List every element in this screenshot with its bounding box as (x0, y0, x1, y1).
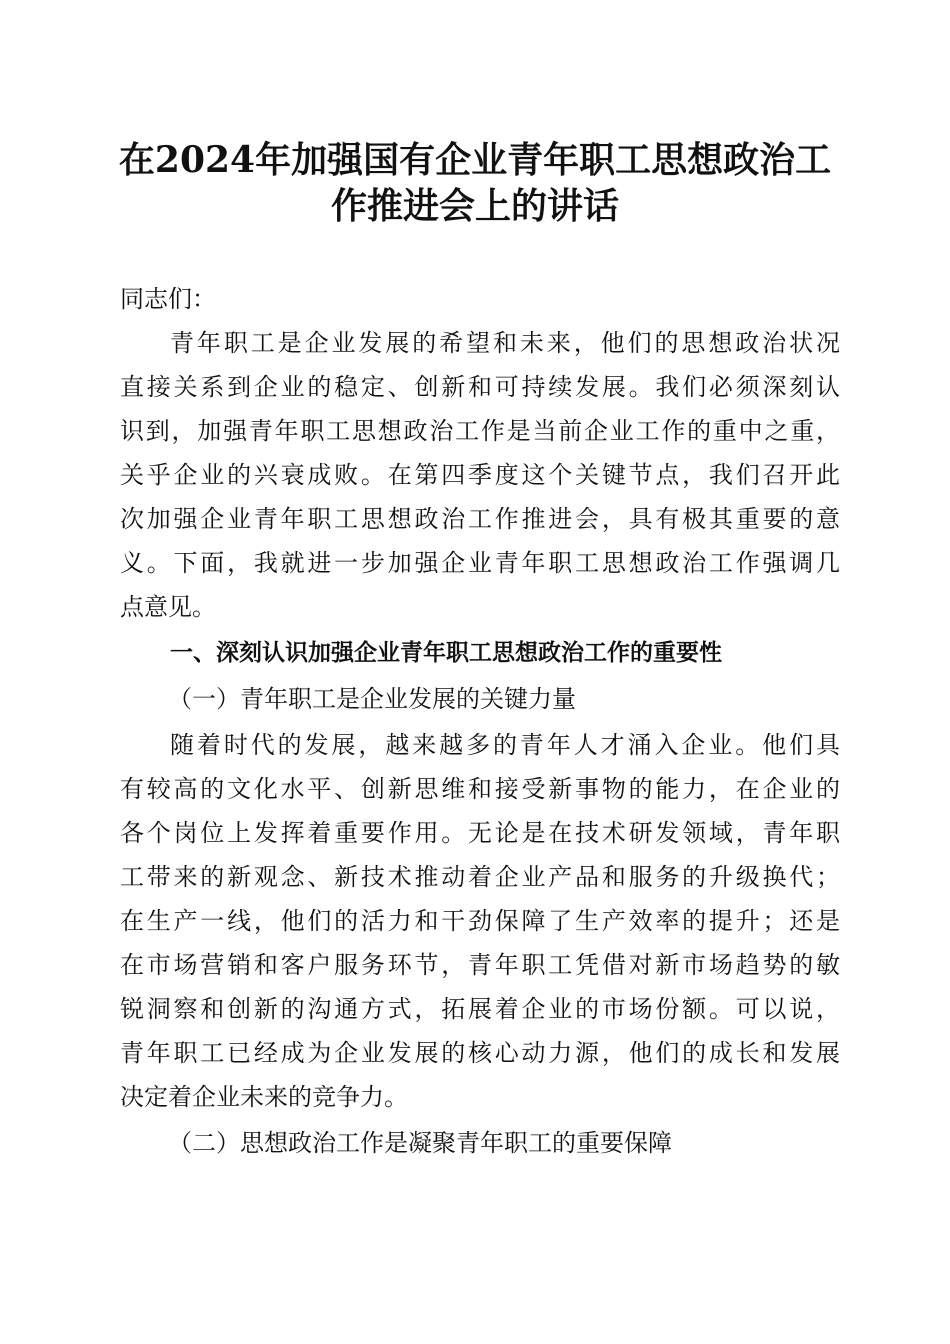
body-line: 决定着企业未来的竞争力。 (120, 1083, 408, 1111)
body-line: 随着时代的发展，越来越多的青年人才涌入企业。他们具 (170, 731, 840, 759)
intro-line: 青年职工是企业发展的希望和未来，他们的思想政治状况 (170, 329, 840, 357)
salutation: 同志们： (120, 285, 216, 313)
body-line: 有较高的文化水平、创新思维和接受新事物的能力，在企业的 (120, 775, 840, 803)
intro-line: 点意见。 (120, 593, 216, 621)
body-line: 在生产一线，他们的活力和干劲保障了生产效率的提升；还是 (120, 907, 840, 935)
body-line: 在市场营销和客户服务环节，青年职工凭借对新市场趋势的敏 (120, 951, 840, 979)
body-line: 工带来的新观念、新技术推动着企业产品和服务的升级换代； (120, 863, 840, 891)
subsection-heading: （一）青年职工是企业发展的关键力量 (168, 685, 576, 713)
body-line: 各个岗位上发挥着重要作用。无论是在技术研发领域，青年职 (120, 819, 840, 847)
intro-line: 识到，加强青年职工思想政治工作是当前企业工作的重中之重， (120, 417, 840, 445)
section-heading: 一、深刻认识加强企业青年职工思想政治工作的重要性 (170, 640, 722, 666)
body-line: 锐洞察和创新的沟通方式，拓展着企业的市场份额。可以说， (120, 995, 840, 1023)
subsection-heading: （二）思想政治工作是凝聚青年职工的重要保障 (168, 1129, 672, 1157)
document-title-line-2: 作推进会上的讲话 (330, 185, 619, 227)
intro-line: 次加强企业青年职工思想政治工作推进会，具有极其重要的意 (120, 505, 840, 533)
intro-line: 直接关系到企业的稳定、创新和可持续发展。我们必须深刻认 (120, 373, 840, 401)
intro-line: 关乎企业的兴衰成败。在第四季度这个关键节点，我们召开此 (120, 461, 840, 489)
intro-line: 义。下面，我就进一步加强企业青年职工思想政治工作强调几 (120, 549, 840, 577)
body-line: 青年职工已经成为企业发展的核心动力源，他们的成长和发展 (120, 1039, 840, 1067)
document-title-line-1: 在2024年加强国有企业青年职工思想政治工 (118, 139, 832, 181)
